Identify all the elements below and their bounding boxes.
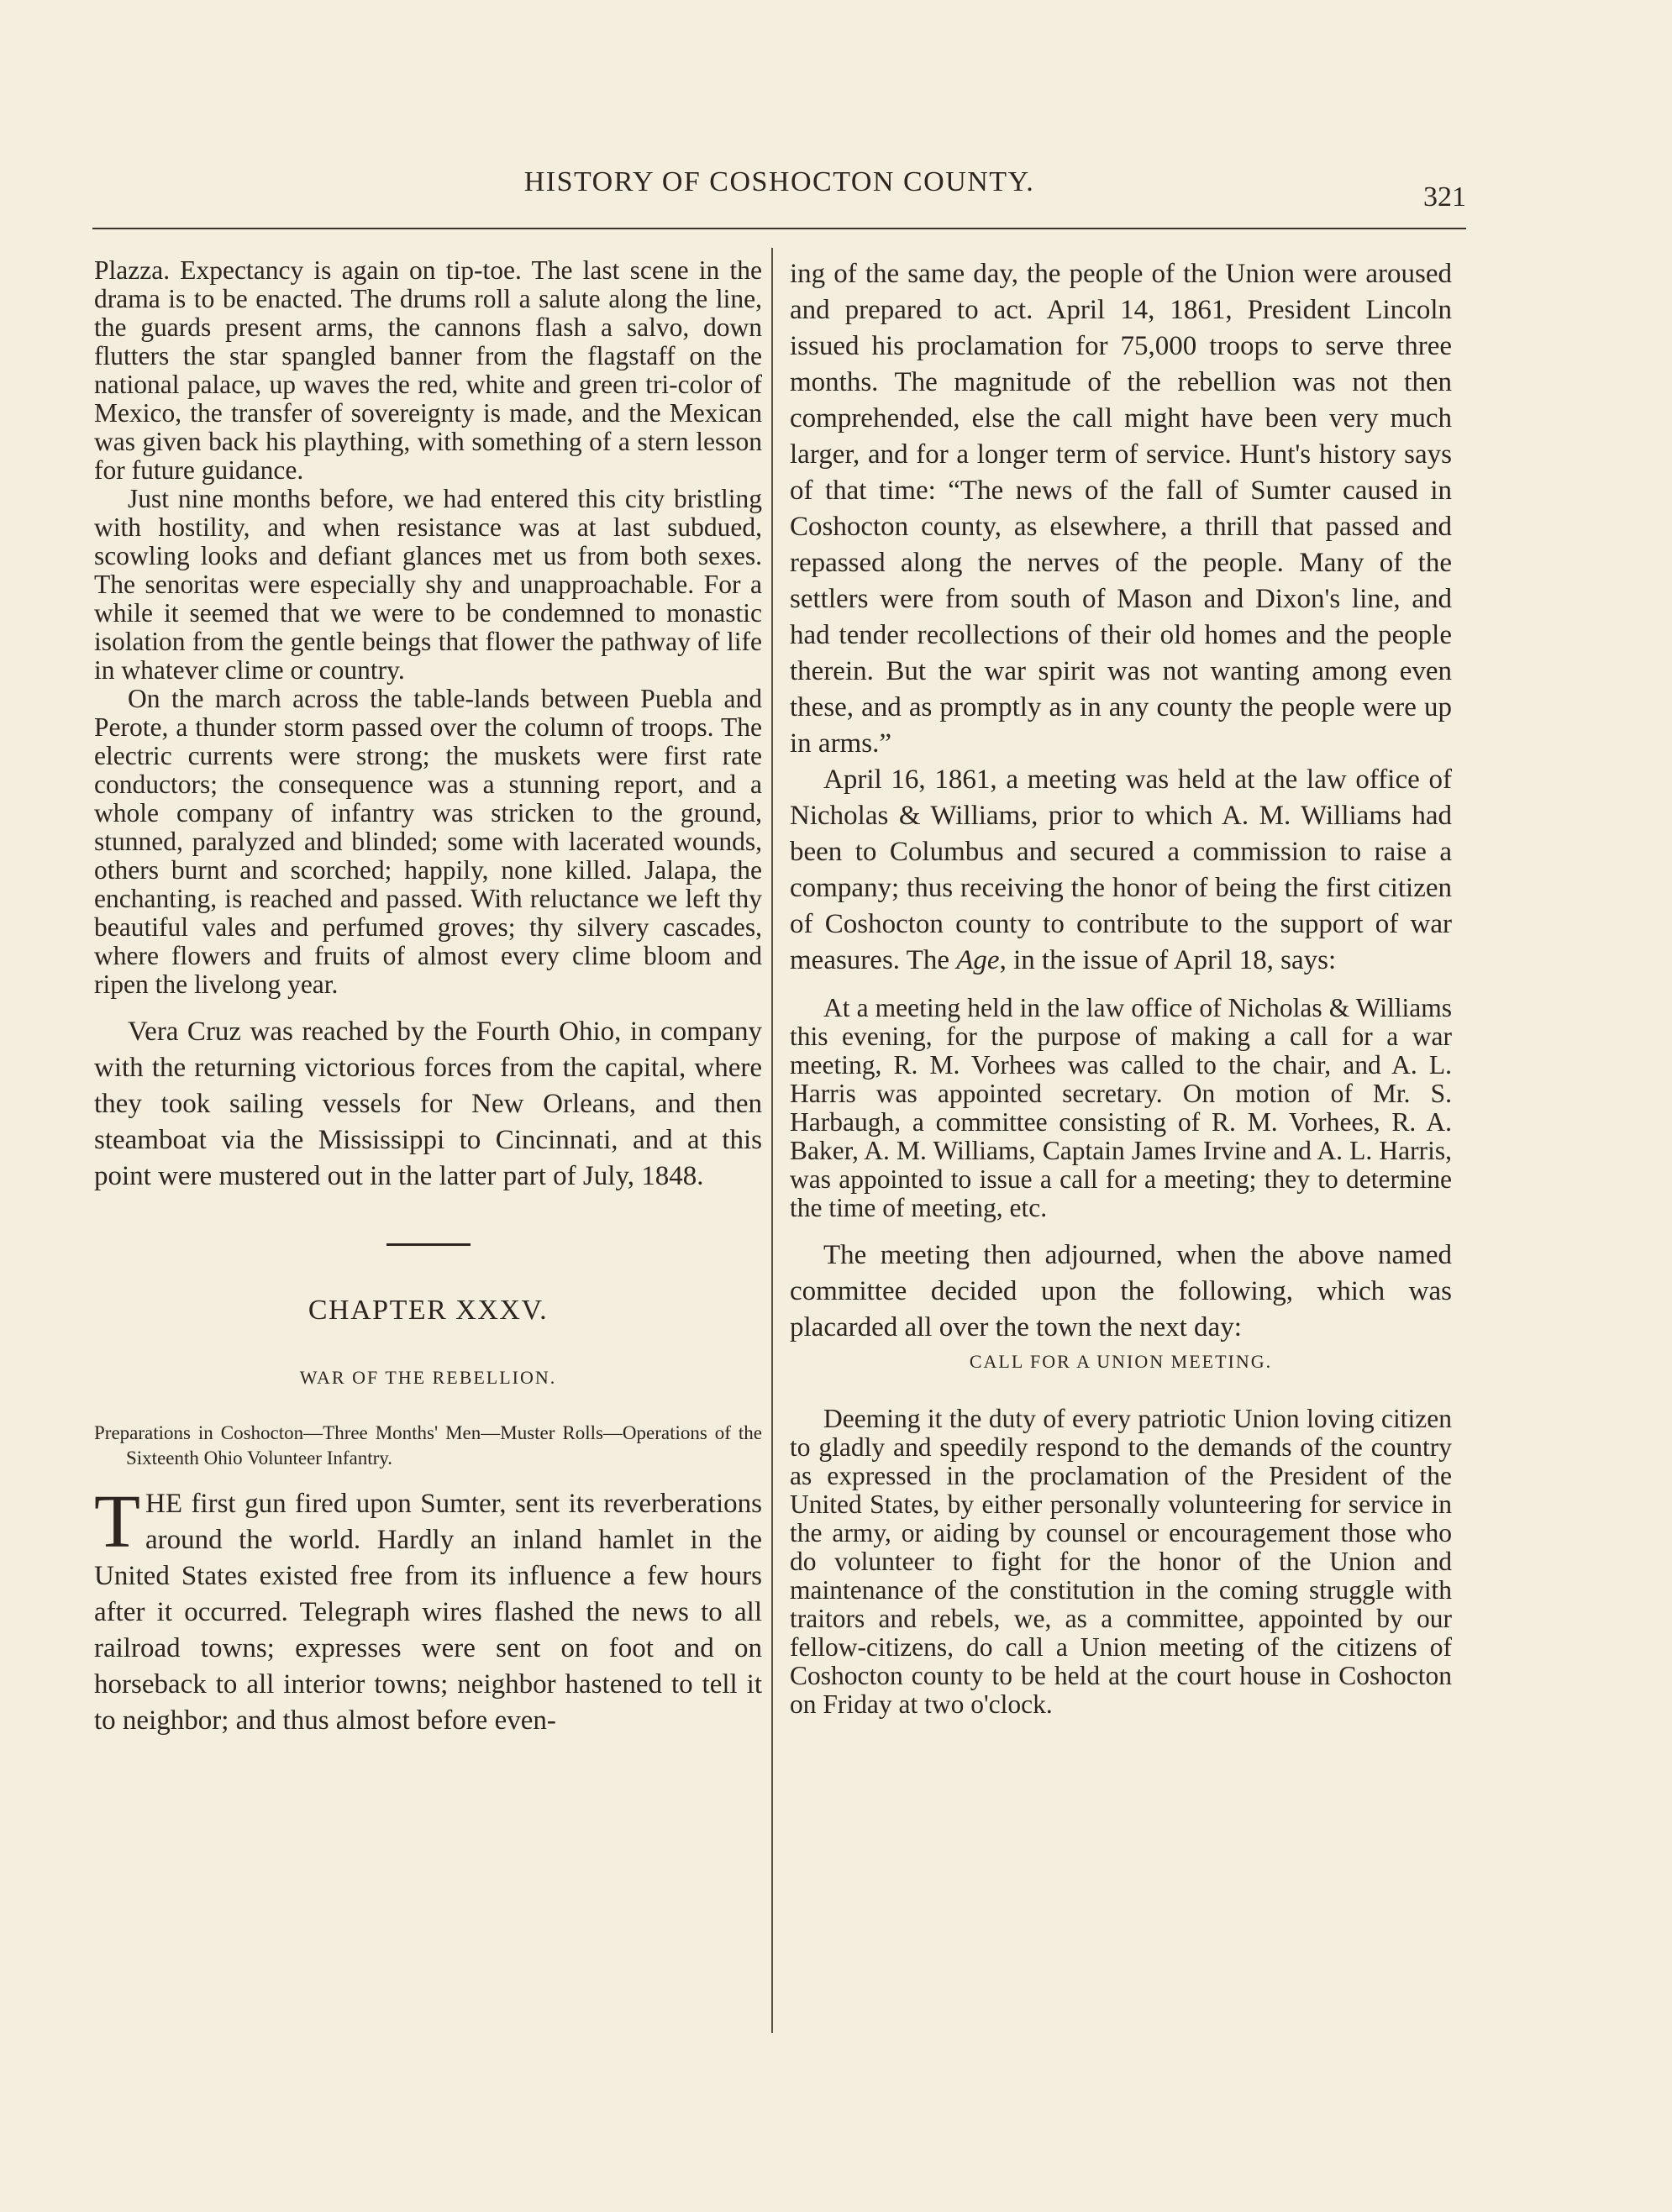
chapter-synopsis: Preparations in Coshocton—Three Months' Men—Muster Rolls—Operations of the Sixteenth Ohio Volunteer Infantry. xyxy=(94,1422,762,1469)
chapter-rule xyxy=(386,1243,471,1246)
chapter-title: CHAPTER XXXV. xyxy=(308,1295,549,1326)
paragraph-vera-cruz: Vera Cruz was reached by the Fourth Ohio, in company with the returning victorious forces from the capital, where they took sailing vessels for New Orleans, and then steamboat via the Mississippi to Cincinnati, and at this point were mustered out in the latter part of July, 1848. xyxy=(94,1017,762,1191)
paragraph-nine-months: Just nine months before, we had entered this city bristling with hostility, and when resistance was at last subdued, scowling looks and defiant glances met us from both sexes. The senoritas were especially shy and unapproachable. For a while it seemed that we were to be condemned to monastic isolation from the gentle beings that flower the pathway of life in whatever clime or country. xyxy=(94,484,762,685)
placard-title: CALL FOR A UNION MEETING. xyxy=(969,1351,1273,1372)
right-column xyxy=(790,256,1452,1719)
drop-cap: T xyxy=(94,1480,140,1563)
running-title: HISTORY OF COSHOCTON COUNTY. xyxy=(523,166,1035,197)
paragraph-first-gun-text: HE first gun fired upon Sumter, sent its reverberations around the world. Hardly an inland hamlet in the United States existed free from its influence a few hours after it occurred. Telegraph wires flashed the news to all railroad towns; expresses were sent on foot and on horseback to all interior towns; neighbor hastened to tell it to neighbor; and thus almost before even- xyxy=(94,1489,762,1736)
column-divider xyxy=(771,248,773,2033)
header-rule xyxy=(92,228,1466,229)
paragraph-april-16-text: April 16, 1861, a meeting was held at the law office of Nicholas & Williams, prior to which A. M. Williams had been to Columbus and secured a commission to raise a company; thus receiving the honor of being the first citizen of Coshocton county to contribute to the support of war measures. The xyxy=(790,764,1452,975)
paragraph-april-16 xyxy=(790,762,1452,979)
paragraph-evening: ing of the same day, the people of the Union were aroused and prepared to act. April 14, 1861, President Lincoln issued his proclamation for 75,000 troops to serve three months. The magnitude of the rebellion was not then comprehended, else the call might have been very much larger, and for a longer term of service. Hunt's history says of that time: “The news of the fall of Sumter caused in Coshocton county, as elsewhere, a thrill that passed and repassed along the nerves of the people. Many of the settlers were from south of Mason and Dixon's line, and had tender recollections of their old homes and the people therein. But the war spirit was not wanting among even these, and as promptly as in any county the people were up in arms.” xyxy=(790,259,1452,759)
paragraph-first-gun xyxy=(94,1480,762,1739)
newspaper-title: Age xyxy=(956,945,1000,975)
paragraph-thunder-storm: On the march across the table-lands between Puebla and Perote, a thunder storm passed over the column of troops. The electric currents were strong; the muskets were first rate conductors; the consequence was a stunning report, and a whole company of infantry was stricken to the ground, stunned, paralyzed and blinded; some with lacerated wounds, others burnt and scorched; happily, none killed. Jalapa, the enchanting, is reached and passed. With reluctance we left thy beautiful vales and perfumed groves; thy silvery cascades, where flowers and fruits of almost every clime bloom and ripen the livelong year. xyxy=(94,684,762,999)
page-number: 321 xyxy=(1423,181,1466,213)
paragraph-plazza: Plazza. Expectancy is again on tip-toe. The last scene in the drama is to be enacted. The drums roll a salute along the line, the guards present arms, the cannons flash a salvo, down flutters the star spangled banner from the flagstaff on the national palace, up waves the red, white and green tri-color of Mexico, the transfer of sovereignty is made, and the Mexican was given back his plaything, with something of a stern lesson for future guidance. xyxy=(94,255,762,485)
paragraph-april-16-tail: , in the issue of April 18, says: xyxy=(999,945,1337,975)
paragraph-adjourned: The meeting then adjourned, when the above named committee decided upon the following, which was placarded all over the town the next day: xyxy=(790,1240,1452,1342)
placard-text: Deeming it the duty of every patriotic Union loving citizen to gladly and speedily respond to the demands of the country as expressed in the proclamation of the President of the United States, by either personally volunteering for service in the army, or aiding by counsel or encouragement those who do volunteer to fight for the honor of the Union and maintenance of the constitution in the coming struggle with traitors and rebels, we, as a committee, appointed by our fellow-citizens, do call a Union meeting of the citizens of Coshocton county to be held at the court house in Coshocton on Friday at two o'clock. xyxy=(790,1404,1452,1719)
quoted-minutes: At a meeting held in the law office of Nicholas & Williams this evening, for the purpose of making a call for a war meeting, R. M. Vorhees was called to the chair, and A. L. Harris was appointed secretary. On motion of Mr. S. Harbaugh, a committee consisting of R. M. Vorhees, R. A. Baker, A. M. Williams, Captain James Irvine and A. L. Harris, was appointed to issue a call for a meeting; they to determine the time of meeting, etc. xyxy=(790,993,1452,1222)
section-title: WAR OF THE REBELLION. xyxy=(299,1367,557,1388)
running-head xyxy=(92,166,1466,217)
left-column xyxy=(94,256,762,1739)
